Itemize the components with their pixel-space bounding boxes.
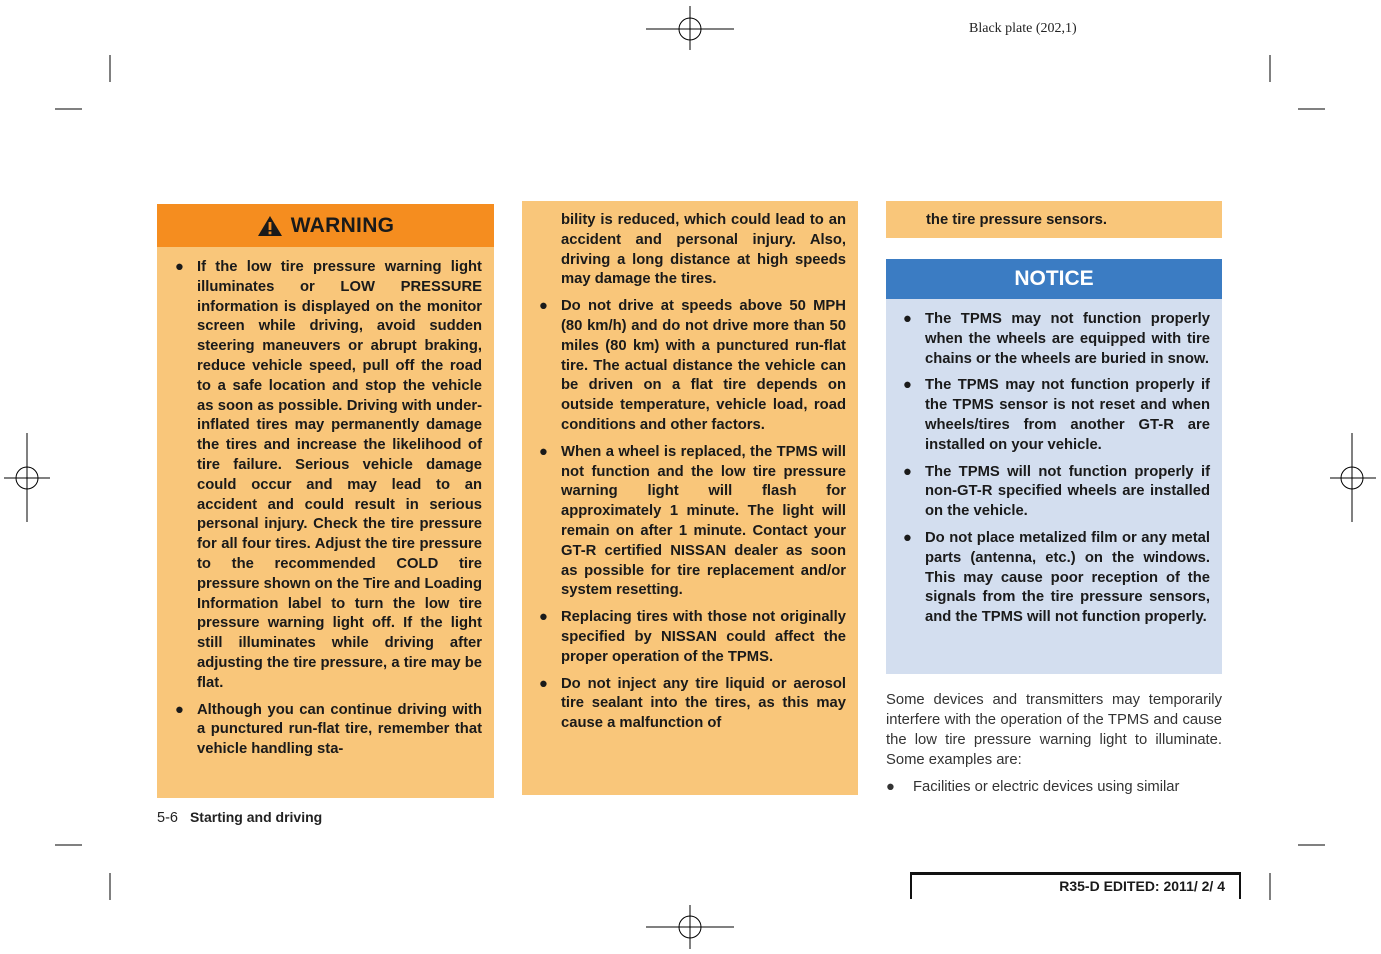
- list-item: ● When a wheel is replaced, the TPMS will not function and the low tire pressure warning light will flash for approximately 1 minute. The light will remain on after 1 minute. Contact your GT-R certified NISSAN dealer as soon as possible for tire replacement and/or system resetting.: [539, 443, 846, 599]
- list-item: ● Replacing tires with those not originally specified by NISSAN could affect the proper operation of the TPMS.: [539, 609, 846, 665]
- warning-list-continued: [534, 297, 846, 734]
- notice-header: [886, 259, 1222, 299]
- bullet-icon: ●: [903, 463, 912, 480]
- bullet-icon: ●: [539, 609, 548, 626]
- notice-heading: NOTICE: [1014, 267, 1094, 290]
- warning-header: [157, 204, 494, 247]
- bullet-icon: ●: [539, 298, 548, 315]
- warning-triangle-icon: [257, 215, 283, 237]
- body-paragraph: Some devices and transmitters may temporarily interfere with the operation of the TPMS and cause the low tire pressure warning light to illuminate. Some examples are:: [886, 692, 1222, 768]
- bullet-icon: ●: [539, 443, 548, 460]
- warning-continuation: the tire pressure sensors.: [926, 212, 1107, 228]
- notice-list: [886, 299, 1222, 628]
- list-item: ● The TPMS may not function properly if the TPMS sensor is not reset and when wheels/tires from another GT-R are installed on your vehicle.: [903, 377, 1210, 453]
- list-item: ● The TPMS may not function properly when the wheels are equipped with tire chains or the wheels are buried in snow.: [903, 311, 1210, 367]
- warning-list: [157, 247, 494, 760]
- bullet-icon: ●: [539, 675, 548, 692]
- list-item: ● Facilities or electric devices using similar: [886, 779, 1180, 795]
- list-item: ● If the low tire pressure warning light illuminates or LOW PRESSURE information is displayed on the monitor screen while driving, avoid sudden steering maneuvers or abrupt braking, reduce vehicle speed, pull off the road to a safe location and stop the vehicle as soon as possible. Driving with under-inflated tires may permanently damage the tires and increase the likelihood of tire failure. Serious vehicle damage could occur and may lead to an accident and could result in serious personal injury. Check the tire pressure for all four tires. Adjust the tire pressure to the recommended COLD tire pressure shown on the Tire and Loading Information label to turn the low tire pressure warning light off. If the light still illuminates while driving after adjusting the tire pressure, a tire may be flat.: [175, 259, 483, 691]
- bullet-icon: ●: [903, 311, 912, 327]
- warning-box: [157, 204, 494, 798]
- page-footer: [157, 809, 322, 826]
- list-item: ● Although you can continue driving with a punctured run-flat tire, remember that vehicle handling sta-: [175, 701, 482, 758]
- warning-heading: WARNING: [290, 213, 395, 237]
- list-item: ● Do not place metalized film or any metal parts (antenna, etc.) on the windows. This may cause poor reception of the signals from the tire pressure sensors, and the TPMS will not function properly.: [903, 529, 1210, 626]
- list-item: ● Do not inject any tire liquid or aerosol tire sealant into the tires, as this may cause a malfunction of: [539, 675, 846, 732]
- warning-continuation: bility is reduced, which could lead to an accident and personal injury. Also, driving a long distance at high speeds may damage the tires.: [561, 212, 846, 288]
- page-number: 5-6: [157, 810, 178, 826]
- notice-box: [886, 259, 1222, 674]
- plate-label: Black plate (202,1): [969, 21, 1077, 36]
- body-text: [886, 690, 1222, 797]
- bullet-icon: ●: [903, 529, 912, 546]
- list-item: ● Do not drive at speeds above 50 MPH (80 km/h) and do not drive more than 50 miles (80 km) with a punctured run-flat tire. The actual distance the vehicle can be driven on a flat tire depends on outside temperature, vehicle load, road conditions and other factors.: [539, 298, 846, 433]
- bullet-icon: ●: [175, 259, 184, 275]
- bullet-icon: ●: [175, 701, 184, 718]
- list-item: ● The TPMS will not function properly if non-GT-R specified wheels are installed on the vehicle.: [903, 463, 1210, 520]
- bullet-icon: ●: [886, 779, 895, 795]
- bullet-icon: ●: [903, 377, 912, 394]
- edited-stamp: R35-D EDITED: 2011/ 2/ 4: [910, 872, 1241, 899]
- section-title: Starting and driving: [189, 809, 323, 825]
- warning-end-box: [886, 201, 1222, 238]
- warning-continued-box: [522, 201, 858, 795]
